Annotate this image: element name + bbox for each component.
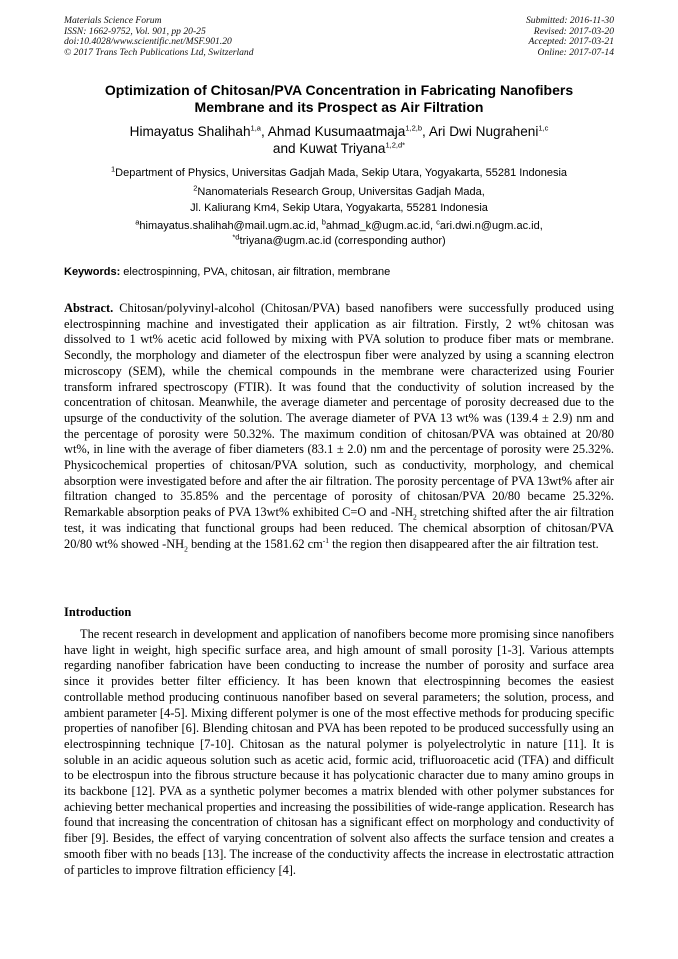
- abstract-subscript: 2: [413, 512, 417, 522]
- copyright-line: © 2017 Trans Tech Publications Ltd, Switzerland: [64, 46, 254, 58]
- keywords-text: electrospinning, PVA, chitosan, air filtration, membrane: [120, 266, 391, 278]
- email-sup: b: [321, 217, 326, 227]
- abstract-text: bending at the 1581.62 cm: [187, 536, 323, 551]
- affil-text: Nanomaterials Research Group, Universitas Gadjah Mada,: [197, 186, 485, 198]
- introduction-heading: Introduction: [64, 605, 132, 619]
- author-affil-sup: 1,c: [538, 123, 549, 133]
- issn-line: ISSN: 1662-9752, Vol. 901, pp 20-25: [64, 25, 206, 37]
- author-name: and Kuwat Triyana: [272, 141, 386, 156]
- author-name: Ari Dwi Nugraheni: [428, 124, 539, 139]
- author-line-2: [40, 140, 638, 157]
- author-affil-sup: 1,2,d*: [385, 140, 406, 150]
- affil-number: 1: [110, 164, 116, 174]
- submitted-date: Submitted: 2016-11-30: [525, 15, 614, 26]
- doi-line[interactable]: doi:10.4028/www.scientific.net/MSF.901.20: [64, 36, 232, 48]
- abstract-subscript: 2: [184, 544, 188, 554]
- keywords-label: Keywords:: [64, 266, 121, 278]
- accepted-date: Accepted: 2017-03-21: [528, 36, 614, 48]
- abstract-superscript: -1: [322, 535, 330, 545]
- affiliation-1: [40, 166, 638, 182]
- affiliation-2: [40, 185, 638, 216]
- online-date: Online: 2017-07-14: [537, 46, 614, 58]
- author-list: [40, 123, 638, 157]
- email-link-a[interactable]: himayatus.shalihah@mail.ugm.ac.id,: [139, 220, 322, 232]
- email-sup: c: [436, 217, 440, 227]
- abstract-text: the region then disappeared after the air filtration test.: [329, 536, 599, 551]
- paper-title: [40, 82, 638, 116]
- title-line-2: Membrane and its Prospect as Air Filtration: [194, 99, 484, 115]
- abstract-paragraph: [64, 301, 614, 552]
- keywords-line: [64, 265, 624, 279]
- author-separator: ,: [260, 124, 268, 139]
- author-name: Ahmad Kusumaatmaja: [267, 124, 406, 139]
- author-emails: [40, 219, 638, 248]
- email-sup: *d: [232, 231, 240, 241]
- author-affil-sup: 1,a: [250, 123, 261, 133]
- affil-text: Department of Physics, Universitas Gadjah Mada, Sekip Utara, Yogyakarta, 55281 Indonesia: [115, 167, 568, 179]
- author-name: Himayatus Shalihah: [129, 124, 251, 139]
- author-separator: ,: [422, 124, 429, 139]
- title-line-1: Optimization of Chitosan/PVA Concentration in Fabricating Nanofibers: [104, 82, 574, 98]
- abstract-text: stretching shifted after the air filtration test, it was indicating that functional groups had been reduced. The chemical absorption of chitosan/PVA 20/80 wt% showed -NH: [64, 505, 614, 551]
- author-affil-sup: 1,2,b: [405, 123, 422, 133]
- author-line-1: [40, 123, 638, 140]
- journal-header-right: [526, 16, 614, 58]
- email-link-d[interactable]: triyana@ugm.ac.id (corresponding author): [239, 234, 446, 247]
- affil-number: 2: [193, 183, 198, 193]
- introduction-paragraph: The recent research in development and application of nanofibers become more promising since nanofibers have light in weight, high specific surface area, and high amount of small porosity [1-3]. Various attempts regarding nanofiber fabrication have been conducting to increase the number of porosity and surface area since it provides better filter efficiency. It has been known that electrospinning becomes the easiest controllable method producing continuous nanofiber based on several parameters; the solution, process, and ambient parameter [4-5]. Mixing different polymer is one of the most effective methods for producing specific properties of nanofiber [6]. Blending chitosan and PVA has been repoted to be produced successfully using an electrospinning technique [7-10]. Chitosan as the natural polymer is polyelectrolytic in nature [11]. It is soluble in an acidic aqueous solution such as acetic acid, formic acid, trifluoroacetic acid (TFA) and difficult to be electrospun into the fibrous structure because it has polycationic character due to many amino groups in its backbone [12]. PVA as a synthetic polymer becomes a matrix blended with other polymer substances for achieving better mechanical properties and increasing the possibilities of wide-range application. Research has found that increasing the concentration of chitosan has a significant effect on morphology and conductivity of fiber [9]. Besides, the effect of varying concentration of solvent also affects the surface tension and creates a smooth fiber with no beads [13]. The increase of the conductivity affects the increase in electrostatic attraction of particles to improve filtration efficiency [4].: [64, 627, 614, 877]
- affil-text: Jl. Kaliurang Km4, Sekip Utara, Yogyakarta, 55281 Indonesia: [190, 201, 488, 214]
- journal-name: Materials Science Forum: [64, 15, 162, 26]
- email-sup: a: [135, 217, 140, 227]
- email-link-c[interactable]: ari.dwi.n@ugm.ac.id,: [439, 220, 543, 232]
- abstract-text: Chitosan/polyvinyl-alcohol (Chitosan/PVA) based nanofibers were successfully produced using electrospinning machine and investigated their application as air filtration. Firstly, 2 wt% chitosan was dissolved to 1 wt% acetic acid followed by mixing with PVA solution to produce fiber mats or membrane. Secondly, the morphology and diameter of the electrospun fiber were analyzed by using a scanning electron microscopy (SEM), while the chemical compounds in the membrane were characterized using Fourier transform infrared spectroscopy (FTIR). It was found that the conductivity of solution increased by the concentration of chitosan. Meanwhile, the average diameter and percentage of porosity decreased due to the upsurge of the conductivity of the solution. The average diameter of PVA 13 wt% was (139.4 ± 2.9) nm and the percentage of porosity were 50.32%. The maximum condition of chitosan/PVA was obtained at 20/80 wt%, in line with the average of fiber diameters (83.1 ± 2.0) nm and the percentage of porosity were 25.32%. Physicochemical properties of chitosan/PVA solution, such as conductivity, morphology, and chemical absorption were investigated before and after the air filtration. The porosity percentage of PVA 13wt% after air filtration changed to 35.85% and the percentage of porosity of chitosan/PVA 20/80 became 25.32%. Remarkable absorption peaks of PVA 13wt% exhibited C=O and -NH: [64, 301, 614, 520]
- revised-date: Revised: 2017-03-20: [533, 25, 614, 37]
- email-link-b[interactable]: ahmad_k@ugm.ac.id,: [325, 220, 437, 232]
- abstract-label: Abstract.: [64, 301, 114, 315]
- journal-header-left: [64, 16, 254, 58]
